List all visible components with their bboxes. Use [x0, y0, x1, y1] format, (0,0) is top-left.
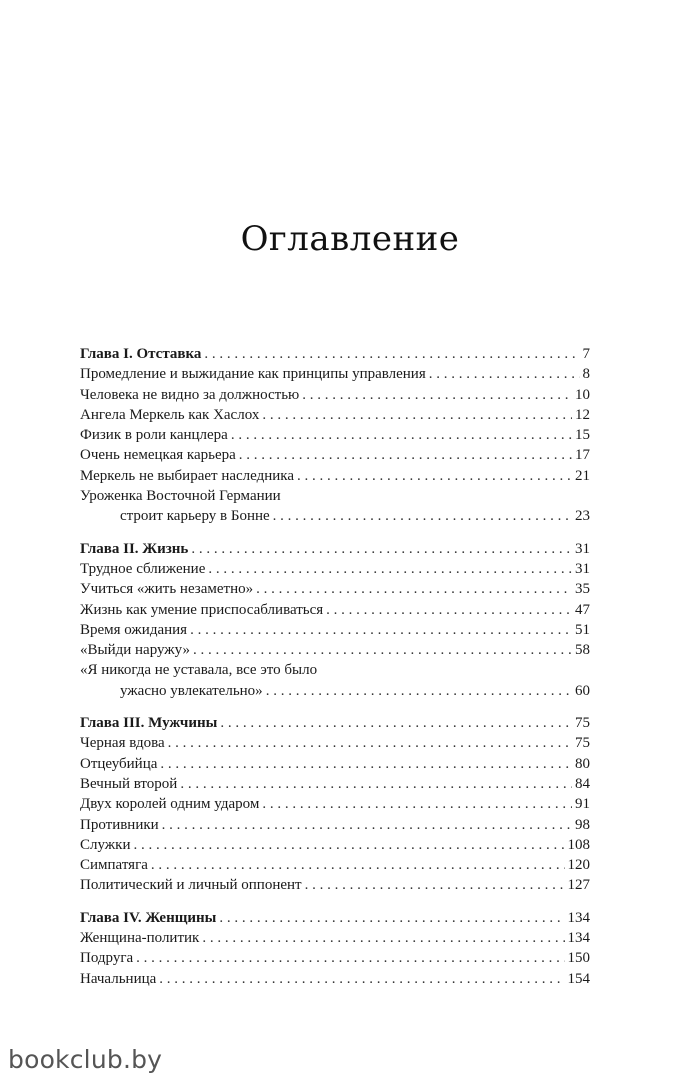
page-number: 108 [567, 836, 590, 853]
toc-entry-text: Черная вдова [80, 735, 165, 752]
toc-entry[interactable] [80, 660, 590, 680]
dot-leader [256, 579, 572, 599]
dot-leader [168, 733, 572, 753]
page-number: 15 [575, 427, 590, 444]
page-number: 31 [575, 540, 590, 557]
page-number: 12 [575, 406, 590, 423]
toc-entry-text: Противники [80, 816, 159, 833]
page-number: 75 [575, 715, 590, 732]
page-number: 150 [567, 950, 590, 967]
toc-entry[interactable] [80, 928, 590, 948]
toc-entry[interactable] [80, 815, 590, 835]
dot-leader [297, 466, 572, 486]
toc-entry-text: строит карьеру в Бонне [120, 508, 270, 525]
dot-leader [160, 754, 572, 774]
dot-leader [159, 969, 564, 989]
page-number: 7 [582, 346, 590, 362]
toc-chapter-entry-text: Глава III. Мужчины [80, 715, 218, 732]
toc-entry[interactable] [80, 364, 590, 384]
dot-leader [429, 364, 580, 384]
dot-leader [202, 928, 564, 948]
dot-leader [193, 640, 572, 660]
dot-leader [136, 948, 564, 968]
dot-leader [262, 794, 572, 814]
dot-leader [231, 425, 572, 445]
toc-chapter-entry[interactable] [80, 908, 590, 928]
page-number: 84 [575, 775, 590, 792]
page-number: 75 [575, 735, 590, 752]
toc-entry[interactable] [80, 486, 590, 506]
dot-leader [266, 681, 572, 701]
toc-chapter-group [80, 908, 590, 989]
dot-leader [208, 559, 572, 579]
toc-entry[interactable] [80, 559, 590, 579]
toc-entry[interactable] [80, 794, 590, 814]
page-number: 58 [575, 642, 590, 659]
toc-entry-text: Учиться «жить незаметно» [80, 581, 254, 598]
page-number: 91 [575, 796, 590, 813]
toc-entry-text: Политический и личный оппонент [80, 877, 302, 894]
dot-leader [239, 445, 572, 465]
toc-entry[interactable] [80, 733, 590, 753]
toc-entry[interactable] [80, 774, 590, 794]
toc-entry-text: Промедление и выжидание как принципы управления [80, 366, 426, 383]
toc-entry[interactable] [80, 855, 590, 875]
page-title: Оглавление [240, 218, 460, 259]
dot-leader [133, 835, 564, 855]
page-number: 134 [567, 909, 590, 926]
dot-leader [326, 600, 572, 620]
page-number: 80 [575, 755, 590, 772]
toc-entry[interactable] [80, 579, 590, 599]
toc-entry[interactable] [80, 425, 590, 445]
dot-leader [273, 506, 572, 526]
page-number: 31 [575, 560, 590, 577]
toc-entry-text: «Я никогда не уставала, все это было [80, 662, 318, 679]
toc-chapter-entry-text: Глава II. Жизнь [80, 540, 189, 557]
toc-entry-text: «Выйди наружу» [80, 642, 191, 659]
toc-entry-text: Жизнь как умение приспосабливаться [80, 601, 324, 618]
table-of-contents [80, 344, 590, 1001]
toc-entry[interactable] [80, 835, 590, 855]
toc-chapter-entry-text: Глава IV. Женщины [80, 909, 217, 926]
page-number: 47 [575, 601, 590, 618]
dot-leader [190, 620, 572, 640]
toc-entry[interactable] [80, 754, 590, 774]
toc-entry[interactable] [80, 405, 590, 425]
toc-chapter-entry[interactable] [80, 539, 590, 559]
dot-leader [151, 855, 565, 875]
toc-entry-text: Уроженка Восточной Германии [80, 488, 281, 505]
dot-leader [204, 344, 579, 364]
toc-entry-text: Женщина-политик [80, 930, 200, 947]
toc-chapter-entry-text: Глава I. Отставка [80, 346, 202, 362]
dot-leader [219, 908, 564, 928]
toc-entry-text: Начальница [80, 970, 157, 987]
dot-leader [305, 875, 565, 895]
toc-entry-text: Меркель не выбирает наследника [80, 467, 295, 484]
toc-entry[interactable] [80, 600, 590, 620]
toc-entry-text: Физик в роли канцлера [80, 427, 228, 444]
toc-entry-text: Ангела Меркель как Хаслох [80, 406, 260, 423]
toc-entry[interactable] [80, 640, 590, 660]
toc-entry-text: Трудное сближение [80, 560, 206, 577]
page-number: 21 [575, 467, 590, 484]
toc-entry[interactable] [80, 681, 590, 701]
toc-entry-text: Подруга [80, 950, 134, 967]
page-number: 120 [567, 857, 590, 874]
toc-entry[interactable] [80, 506, 590, 526]
toc-entry-text: Человека не видно за должностью [80, 386, 300, 403]
watermark: bookclub.by [8, 1045, 163, 1074]
page-number: 154 [567, 970, 590, 987]
page-number: 98 [575, 816, 590, 833]
page-number: 17 [575, 447, 590, 464]
toc-chapter-group [80, 539, 590, 701]
toc-entry[interactable] [80, 969, 590, 989]
page-number: 10 [575, 386, 590, 403]
dot-leader [220, 713, 572, 733]
page-number: 8 [582, 366, 590, 383]
dot-leader [191, 539, 572, 559]
toc-chapter-entry[interactable] [80, 344, 590, 364]
page-number: 127 [567, 877, 590, 894]
toc-entry[interactable] [80, 385, 590, 405]
toc-entry[interactable] [80, 620, 590, 640]
page-number: 60 [575, 682, 590, 699]
toc-entry-text: Двух королей одним ударом [80, 796, 260, 813]
page-number: 35 [575, 581, 590, 598]
dot-leader [180, 774, 572, 794]
toc-entry[interactable] [80, 875, 590, 895]
toc-entry-text: Служки [80, 836, 131, 853]
page-number: 23 [575, 508, 590, 525]
dot-leader [162, 815, 572, 835]
toc-entry-text: Время ожидания [80, 621, 188, 638]
toc-entry-text: ужасно увлекательно» [120, 682, 263, 699]
toc-entry[interactable] [80, 948, 590, 968]
page-number: 51 [575, 621, 590, 638]
toc-entry[interactable] [80, 466, 590, 486]
toc-entry[interactable] [80, 445, 590, 465]
dot-leader [262, 405, 572, 425]
toc-entry-text: Симпатяга [80, 857, 148, 874]
toc-chapter-group [80, 713, 590, 896]
toc-entry-text: Вечный второй [80, 775, 178, 792]
toc-entry-text: Очень немецкая карьера [80, 447, 236, 464]
toc-entry-text: Отцеубийца [80, 755, 158, 772]
toc-chapter-group [80, 344, 590, 527]
dot-leader [302, 385, 572, 405]
page-number: 134 [567, 930, 590, 947]
toc-chapter-entry[interactable] [80, 713, 590, 733]
